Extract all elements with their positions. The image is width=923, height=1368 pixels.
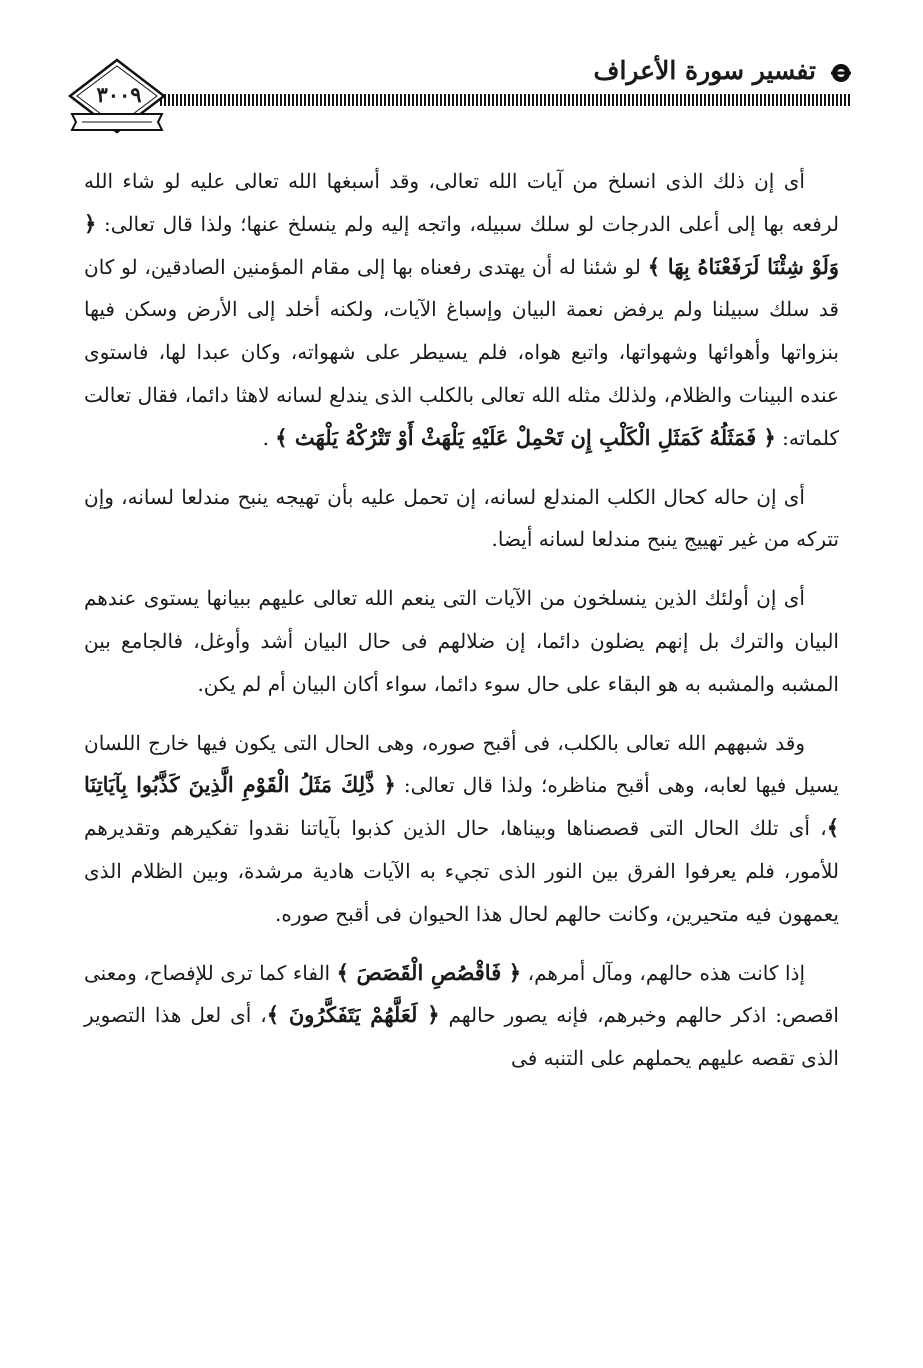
text-run: لو شئنا له أن يهتدى رفعناه بها إلى مقام المؤمنين الصادقين، لو كان قد سلك سبيلنا ولم يرفض نعمة البيان وإسباغ الآيات، ولكنه أخلد إلى الأرض وسكن فيها بنزواتها وأهوائها وشهواتها، واتبع هواه، فلم يسيطر على شهواته، وكان عبدا لها، فاستوى عنده البينات والظلام، ولذلك مثله الله تعالى بالكلب الذى يندلع لسانه لاهثا دائما، فقال تعالت كلماته: xyxy=(84,254,839,450)
text-run: إذا كانت هذه حالهم، ومآل أمرهم، xyxy=(521,960,805,985)
header-rule xyxy=(160,94,852,106)
quran-verse: ﴿ فَمَثَلُهُ كَمَثَلِ الْكَلْبِ إِن تَحْمِلْ عَلَيْهِ يَلْهَثْ أَوْ تَتْرُكْهُ يَلْهَث ﴾ xyxy=(275,424,776,450)
running-title: تفسير سورة الأعراف xyxy=(593,56,816,85)
text-run: أى إن أولئك الذين ينسلخون من الآيات التى ينعم الله تعالى عليهم ببيانها يستوى عندهم البيان والترك بل إنهم يضلون دائما، إن ضلالهم فى حال البيان أشد وأوغل، فالجامع بين المشبه والمشبه به هو البقاء على حال سوء دائما، سواء أكان البيان أم لم يكن. xyxy=(84,586,839,696)
text-run: ، أى لعل هذا التصوير الذى تقصه عليهم يحملهم على التنبه فى xyxy=(84,1003,839,1071)
paragraph xyxy=(84,577,839,705)
quran-verse: ﴿ ذَّلِكَ مَثَلُ الْقَوْمِ الَّذِينَ كَذَّبُوا بِآيَاتِنَا ﴾ xyxy=(84,772,839,841)
page-number: ٣٠٠٩ xyxy=(96,82,142,107)
text-run: ، أى تلك الحال التى قصصناها وبيناها، حال الذين كذبوا بآياتنا نقدوا تفكيرهم وتقديرهم للأمور، فلم يعرفوا الفرق بين النور الذى تجيء به الآيات هادية مرشدة، وبين الظلام الذى يعمهون فيه متحيرين، وكانت حالهم لحال هذا الحيوان فى أقبح صوره. xyxy=(84,816,839,926)
paragraph xyxy=(84,722,839,936)
quran-verse: ﴿ فَاقْصُصِ الْقَصَصَ ﴾ xyxy=(336,959,522,985)
text-run: أى إن حاله كحال الكلب المندلع لسانه، إن تحمل عليه بأن تهيجه ينبح مندلعا لسانه، وإن تتركه من غير تهييج ينبح مندلعا لسانه أيضا. xyxy=(84,484,839,552)
ornament-bullet-icon xyxy=(830,62,852,84)
quran-verse: ﴿ لَعَلَّهُمْ يَتَفَكَّرُونَ ﴾ xyxy=(266,1002,440,1028)
text-run: الفاء كما ترى للإفصاح، ومعنى اقصص: اذكر حالهم وخبرهم، فإنه يصور حالهم xyxy=(84,960,839,1028)
quran-verse: ﴿ وَلَوْ شِئْنَا لَرَفَعْنَاهُ بِهَا ﴾ xyxy=(84,210,840,279)
text-run: وقد شبههم الله تعالى بالكلب، فى أقبح صوره، وهى الحال التى يكون فيها خارج اللسان يسيل فيها لعابه، وهى أقبح مناظره؛ ولذا قال تعالى: xyxy=(84,730,839,798)
paragraph xyxy=(84,952,839,1080)
text-run: . xyxy=(262,425,276,450)
page-number-badge xyxy=(62,56,172,140)
text-run: أى إن ذلك الذى انسلخ من آيات الله تعالى، وقد أسبغها الله تعالى عليه لو شاء الله لرفعه بها إلى أعلى الدرجات لو سلك سبيله، واتجه إليه ولم ينسلخ عنها؛ ولذا قال تعالى: xyxy=(84,169,839,236)
paragraph xyxy=(84,160,839,460)
body-text xyxy=(84,160,839,1096)
paragraph xyxy=(84,476,839,562)
page-header xyxy=(60,52,850,142)
